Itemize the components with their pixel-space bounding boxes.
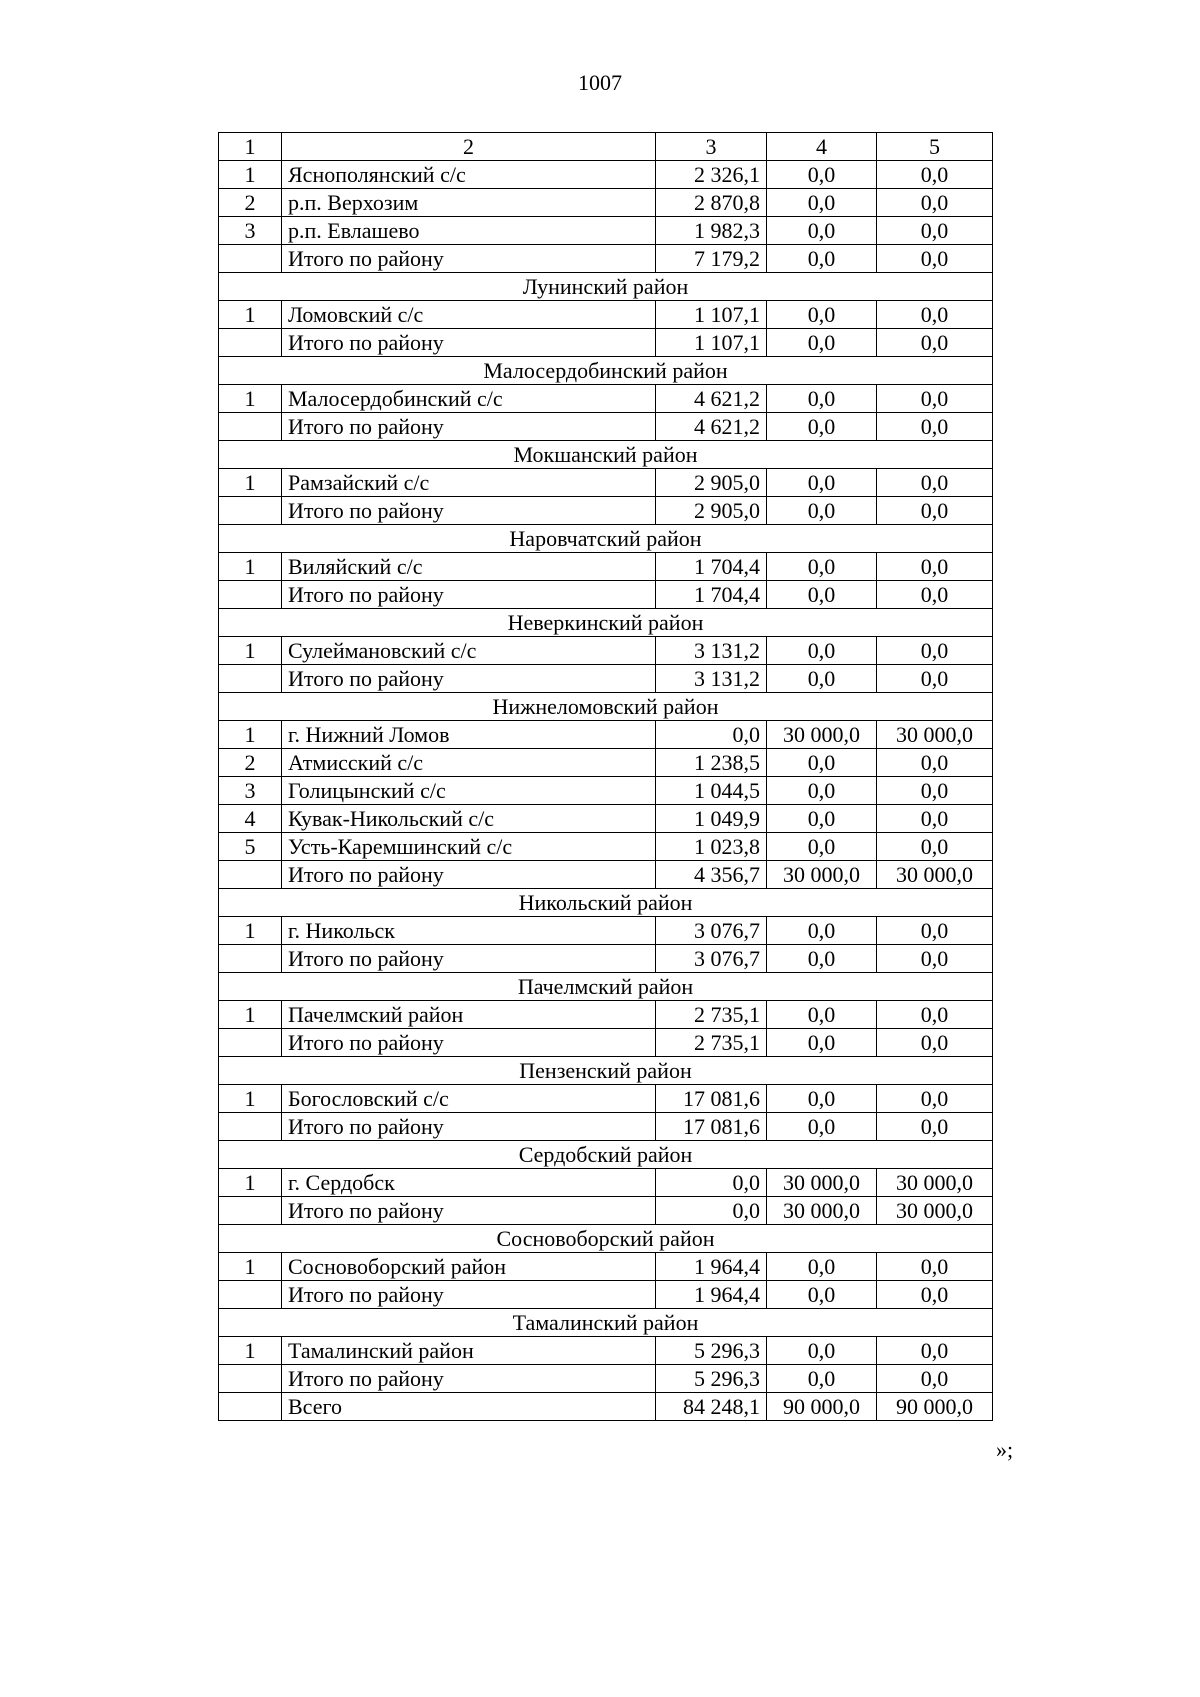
row-value-4: 0,0 — [767, 1337, 877, 1365]
row-value-3: 4 356,7 — [656, 861, 767, 889]
row-number: 4 — [219, 805, 282, 833]
table-row — [219, 413, 993, 441]
row-value-4: 30 000,0 — [767, 721, 877, 749]
row-value-5: 0,0 — [877, 665, 993, 693]
row-value-4: 0,0 — [767, 245, 877, 273]
row-value-5: 0,0 — [877, 805, 993, 833]
table-row — [219, 1197, 993, 1225]
row-number: 1 — [219, 469, 282, 497]
row-value-4: 0,0 — [767, 217, 877, 245]
table-row — [219, 1029, 993, 1057]
row-name: Богословский с/с — [282, 1085, 656, 1113]
row-value-4: 0,0 — [767, 329, 877, 357]
row-value-5: 0,0 — [877, 161, 993, 189]
section-title: Наровчатский район — [219, 525, 993, 553]
row-name: Яснополянский с/с — [282, 161, 656, 189]
row-number — [219, 413, 282, 441]
row-number: 2 — [219, 749, 282, 777]
row-value-4: 0,0 — [767, 749, 877, 777]
row-name: Усть-Каремшинский с/с — [282, 833, 656, 861]
row-name: Итого по району — [282, 413, 656, 441]
row-value-5: 0,0 — [877, 749, 993, 777]
row-name: г. Никольск — [282, 917, 656, 945]
table-row — [219, 217, 993, 245]
row-value-3: 1 964,4 — [656, 1253, 767, 1281]
row-name: Кувак-Никольский с/с — [282, 805, 656, 833]
row-value-3: 5 296,3 — [656, 1365, 767, 1393]
row-value-3: 84 248,1 — [656, 1393, 767, 1421]
table-row — [219, 805, 993, 833]
section-title: Лунинский район — [219, 273, 993, 301]
table-row — [219, 833, 993, 861]
row-number: 5 — [219, 833, 282, 861]
row-value-3: 0,0 — [656, 1169, 767, 1197]
row-value-3: 2 326,1 — [656, 161, 767, 189]
row-number — [219, 665, 282, 693]
row-value-3: 17 081,6 — [656, 1113, 767, 1141]
row-number: 2 — [219, 189, 282, 217]
table-row — [219, 1281, 993, 1309]
table-row — [219, 385, 993, 413]
row-value-4: 0,0 — [767, 777, 877, 805]
table-row — [219, 861, 993, 889]
row-value-5: 0,0 — [877, 553, 993, 581]
row-value-5: 30 000,0 — [877, 1169, 993, 1197]
row-value-3: 2 735,1 — [656, 1001, 767, 1029]
row-value-4: 30 000,0 — [767, 1169, 877, 1197]
row-value-4: 30 000,0 — [767, 861, 877, 889]
header-cell-4: 4 — [767, 133, 877, 161]
row-name: Ломовский с/с — [282, 301, 656, 329]
section-row — [219, 1141, 993, 1169]
table-row — [219, 1365, 993, 1393]
row-value-4: 0,0 — [767, 497, 877, 525]
table-header-row — [219, 133, 993, 161]
row-value-4: 0,0 — [767, 1253, 877, 1281]
section-row — [219, 525, 993, 553]
section-row — [219, 441, 993, 469]
section-title: Никольский район — [219, 889, 993, 917]
section-row — [219, 273, 993, 301]
row-value-4: 0,0 — [767, 161, 877, 189]
row-value-3: 0,0 — [656, 1197, 767, 1225]
row-value-3: 1 964,4 — [656, 1281, 767, 1309]
table-row — [219, 189, 993, 217]
row-value-3: 1 044,5 — [656, 777, 767, 805]
table-row — [219, 1253, 993, 1281]
row-value-3: 0,0 — [656, 721, 767, 749]
row-value-3: 17 081,6 — [656, 1085, 767, 1113]
row-value-3: 1 704,4 — [656, 581, 767, 609]
row-value-5: 0,0 — [877, 1337, 993, 1365]
row-name: Итого по району — [282, 1197, 656, 1225]
row-value-5: 0,0 — [877, 497, 993, 525]
row-number — [219, 245, 282, 273]
section-row — [219, 1309, 993, 1337]
row-number: 1 — [219, 1253, 282, 1281]
row-number: 1 — [219, 1337, 282, 1365]
row-value-3: 1 023,8 — [656, 833, 767, 861]
section-row — [219, 609, 993, 637]
table-row — [219, 497, 993, 525]
row-number: 1 — [219, 721, 282, 749]
section-title: Нижнеломовский район — [219, 693, 993, 721]
row-value-5: 30 000,0 — [877, 721, 993, 749]
row-value-5: 30 000,0 — [877, 1197, 993, 1225]
row-number — [219, 497, 282, 525]
row-number — [219, 945, 282, 973]
row-value-5: 0,0 — [877, 217, 993, 245]
closing-quote-mark: »; — [996, 1437, 1014, 1462]
row-value-3: 7 179,2 — [656, 245, 767, 273]
table-row — [219, 469, 993, 497]
section-row — [219, 693, 993, 721]
row-number — [219, 581, 282, 609]
row-value-4: 0,0 — [767, 1029, 877, 1057]
row-number: 1 — [219, 301, 282, 329]
allocation-table — [218, 132, 993, 1421]
row-name: Итого по району — [282, 1113, 656, 1141]
row-name: Рамзайский с/с — [282, 469, 656, 497]
section-row — [219, 1057, 993, 1085]
row-value-4: 30 000,0 — [767, 1197, 877, 1225]
row-number: 1 — [219, 1001, 282, 1029]
table-row — [219, 1113, 993, 1141]
row-name: Итого по району — [282, 497, 656, 525]
row-value-5: 0,0 — [877, 917, 993, 945]
row-value-5: 0,0 — [877, 1029, 993, 1057]
row-value-4: 0,0 — [767, 665, 877, 693]
row-name: Всего — [282, 1393, 656, 1421]
row-name: г. Нижний Ломов — [282, 721, 656, 749]
row-number: 3 — [219, 777, 282, 805]
row-value-5: 0,0 — [877, 581, 993, 609]
row-number: 1 — [219, 917, 282, 945]
row-name: Сулеймановский с/с — [282, 637, 656, 665]
table-row — [219, 721, 993, 749]
header-cell-5: 5 — [877, 133, 993, 161]
row-name: Атмисский с/с — [282, 749, 656, 777]
row-number — [219, 1281, 282, 1309]
section-title: Сосновоборский район — [219, 1225, 993, 1253]
row-value-4: 0,0 — [767, 385, 877, 413]
section-row — [219, 1225, 993, 1253]
row-value-5: 0,0 — [877, 777, 993, 805]
row-value-5: 0,0 — [877, 329, 993, 357]
row-number — [219, 1113, 282, 1141]
row-number — [219, 329, 282, 357]
row-value-5: 0,0 — [877, 1113, 993, 1141]
row-value-4: 0,0 — [767, 945, 877, 973]
row-value-4: 0,0 — [767, 301, 877, 329]
row-number: 1 — [219, 385, 282, 413]
row-value-3: 3 076,7 — [656, 917, 767, 945]
table-row — [219, 665, 993, 693]
row-value-4: 0,0 — [767, 189, 877, 217]
section-title: Пензенский район — [219, 1057, 993, 1085]
row-name: Тамалинский район — [282, 1337, 656, 1365]
row-value-3: 1 107,1 — [656, 329, 767, 357]
row-name: Пачелмский район — [282, 1001, 656, 1029]
row-value-3: 1 704,4 — [656, 553, 767, 581]
table-row — [219, 1001, 993, 1029]
row-number: 3 — [219, 217, 282, 245]
row-value-5: 0,0 — [877, 189, 993, 217]
row-value-5: 0,0 — [877, 945, 993, 973]
row-value-5: 0,0 — [877, 833, 993, 861]
row-name: Итого по району — [282, 329, 656, 357]
row-name: Итого по району — [282, 861, 656, 889]
row-value-3: 3 076,7 — [656, 945, 767, 973]
table-row — [219, 777, 993, 805]
row-number: 1 — [219, 553, 282, 581]
section-row — [219, 973, 993, 1001]
row-value-5: 0,0 — [877, 301, 993, 329]
row-value-4: 0,0 — [767, 917, 877, 945]
row-value-4: 0,0 — [767, 1085, 877, 1113]
table-row — [219, 917, 993, 945]
header-cell-2: 2 — [282, 133, 656, 161]
row-value-3: 3 131,2 — [656, 665, 767, 693]
row-value-3: 2 735,1 — [656, 1029, 767, 1057]
row-value-4: 0,0 — [767, 1001, 877, 1029]
row-value-3: 1 982,3 — [656, 217, 767, 245]
section-row — [219, 357, 993, 385]
section-title: Пачелмский район — [219, 973, 993, 1001]
row-name: Итого по району — [282, 245, 656, 273]
row-number: 1 — [219, 1085, 282, 1113]
row-name: Итого по району — [282, 1029, 656, 1057]
row-number: 1 — [219, 161, 282, 189]
row-value-4: 0,0 — [767, 805, 877, 833]
row-name: Сосновоборский район — [282, 1253, 656, 1281]
section-title: Мокшанский район — [219, 441, 993, 469]
row-value-4: 90 000,0 — [767, 1393, 877, 1421]
table-row — [219, 749, 993, 777]
table-row — [219, 1393, 993, 1421]
table-row — [219, 1337, 993, 1365]
section-title: Неверкинский район — [219, 609, 993, 637]
table-row — [219, 581, 993, 609]
row-value-5: 0,0 — [877, 637, 993, 665]
row-value-4: 0,0 — [767, 637, 877, 665]
header-cell-3: 3 — [656, 133, 767, 161]
row-name: г. Сердобск — [282, 1169, 656, 1197]
row-value-4: 0,0 — [767, 833, 877, 861]
row-number — [219, 1365, 282, 1393]
table-row — [219, 301, 993, 329]
row-value-5: 0,0 — [877, 1365, 993, 1393]
section-title: Тамалинский район — [219, 1309, 993, 1337]
row-value-5: 30 000,0 — [877, 861, 993, 889]
header-cell-1: 1 — [219, 133, 282, 161]
section-title: Сердобский район — [219, 1141, 993, 1169]
row-value-4: 0,0 — [767, 1113, 877, 1141]
row-value-5: 90 000,0 — [877, 1393, 993, 1421]
row-name: Итого по району — [282, 1281, 656, 1309]
row-value-5: 0,0 — [877, 1253, 993, 1281]
row-name: р.п. Евлашево — [282, 217, 656, 245]
row-name: р.п. Верхозим — [282, 189, 656, 217]
row-value-3: 2 870,8 — [656, 189, 767, 217]
row-value-3: 4 621,2 — [656, 413, 767, 441]
row-value-5: 0,0 — [877, 1001, 993, 1029]
table-row — [219, 553, 993, 581]
row-value-5: 0,0 — [877, 469, 993, 497]
row-number: 1 — [219, 637, 282, 665]
row-value-3: 2 905,0 — [656, 497, 767, 525]
row-value-4: 0,0 — [767, 581, 877, 609]
table-row — [219, 1169, 993, 1197]
table-row — [219, 637, 993, 665]
table-row — [219, 329, 993, 357]
row-number — [219, 1393, 282, 1421]
row-name: Итого по району — [282, 581, 656, 609]
table-row — [219, 1085, 993, 1113]
row-number — [219, 1197, 282, 1225]
row-value-3: 1 107,1 — [656, 301, 767, 329]
section-row — [219, 889, 993, 917]
row-name: Итого по району — [282, 665, 656, 693]
row-number: 1 — [219, 1169, 282, 1197]
row-value-3: 2 905,0 — [656, 469, 767, 497]
row-value-4: 0,0 — [767, 1281, 877, 1309]
row-name: Малосердобинский с/с — [282, 385, 656, 413]
row-name: Итого по району — [282, 1365, 656, 1393]
row-name: Голицынский с/с — [282, 777, 656, 805]
row-value-3: 4 621,2 — [656, 385, 767, 413]
row-value-3: 1 238,5 — [656, 749, 767, 777]
row-value-5: 0,0 — [877, 385, 993, 413]
row-number — [219, 861, 282, 889]
row-value-5: 0,0 — [877, 1281, 993, 1309]
row-number — [219, 1029, 282, 1057]
page-number: 1007 — [578, 70, 622, 95]
row-value-5: 0,0 — [877, 245, 993, 273]
row-value-3: 1 049,9 — [656, 805, 767, 833]
row-name: Виляйский с/с — [282, 553, 656, 581]
row-value-3: 3 131,2 — [656, 637, 767, 665]
row-value-5: 0,0 — [877, 1085, 993, 1113]
table-row — [219, 245, 993, 273]
row-value-4: 0,0 — [767, 1365, 877, 1393]
row-value-4: 0,0 — [767, 553, 877, 581]
row-value-4: 0,0 — [767, 469, 877, 497]
table-row — [219, 161, 993, 189]
table-row — [219, 945, 993, 973]
row-value-4: 0,0 — [767, 413, 877, 441]
row-value-3: 5 296,3 — [656, 1337, 767, 1365]
row-value-5: 0,0 — [877, 413, 993, 441]
row-name: Итого по району — [282, 945, 656, 973]
section-title: Малосердобинский район — [219, 357, 993, 385]
